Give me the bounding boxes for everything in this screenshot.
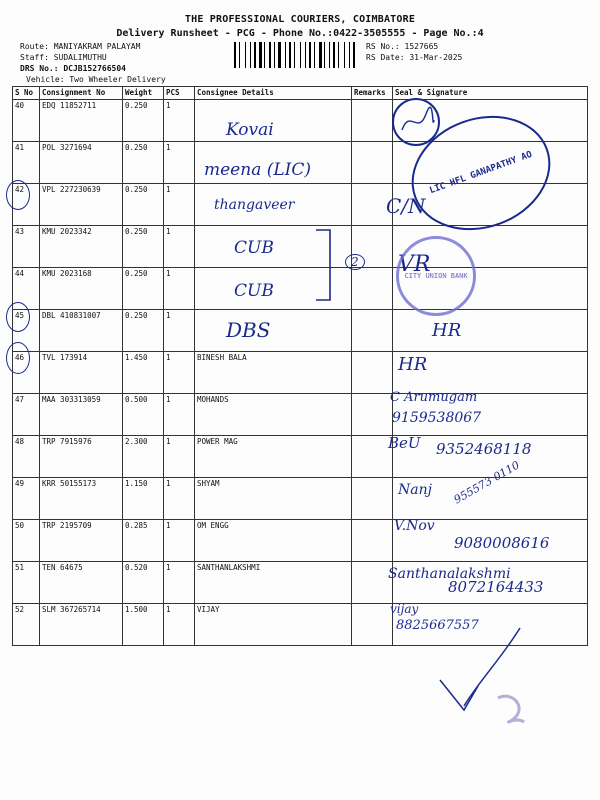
barcode-bar <box>353 42 355 68</box>
barcode-bar <box>338 42 339 68</box>
bracket-mark <box>312 226 336 304</box>
cell-consignment: POL 3271694 <box>40 142 123 184</box>
barcode-bar <box>316 42 318 68</box>
barcode-bar <box>282 42 284 68</box>
cell-weight: 0.500 <box>123 394 164 436</box>
barcode-bar <box>324 42 325 68</box>
col-header-sno: S No <box>13 87 40 100</box>
handwritten-signature-48: BeU <box>388 434 421 452</box>
cell-remarks <box>352 562 393 604</box>
cell-pcs: 1 <box>164 436 195 478</box>
cell-consignment: TEN 64675 <box>40 562 123 604</box>
table-row <box>13 226 588 268</box>
barcode-bar <box>307 42 308 68</box>
barcode-bar <box>329 42 330 68</box>
barcode-bar <box>239 42 240 68</box>
document-subtitle: Delivery Runsheet - PCG - Phone No.:0422-3505555 - Page No.:4 <box>116 28 484 39</box>
handwritten-phone-47: 9159538067 <box>392 410 482 426</box>
barcode-bar <box>264 42 265 68</box>
cell-sno: 50 <box>13 520 40 562</box>
barcode-bar <box>237 42 238 68</box>
barcode-bar <box>326 42 328 68</box>
cell-weight: 0.285 <box>123 520 164 562</box>
cell-sno: 42 <box>13 184 40 226</box>
cell-consignment: DBL 410831007 <box>40 310 123 352</box>
circle-mark-row-46 <box>6 342 30 374</box>
document-title: THE PROFESSIONAL COURIERS, COIMBATORE <box>184 14 416 25</box>
handwritten-phone-48: 9352468118 <box>436 440 532 458</box>
rs-date: RS Date: 31-Mar-2025 <box>366 53 463 62</box>
handwritten-consignee-44: CUB <box>234 281 274 301</box>
cell-weight: 0.250 <box>123 184 164 226</box>
barcode-bar <box>252 42 253 68</box>
lic-stamp: LIC HFL GANAPATHY AO <box>395 97 566 249</box>
table-header-row <box>13 87 588 100</box>
cell-sno: 41 <box>13 142 40 184</box>
table-row <box>13 310 588 352</box>
barcode-bar <box>331 42 332 68</box>
barcode-bar <box>241 42 244 68</box>
barcode-bar <box>351 42 352 68</box>
signature-scribble-icon <box>396 102 436 142</box>
cell-consignment: KMU 2023168 <box>40 268 123 310</box>
cell-remarks <box>352 310 393 352</box>
table-row <box>13 268 588 310</box>
col-header-pcs: PCS <box>164 87 195 100</box>
cell-weight: 1.450 <box>123 352 164 394</box>
barcode-bar <box>285 42 286 68</box>
handwritten-signature-47: C Arumugam <box>390 390 478 405</box>
cell-remarks <box>352 604 393 646</box>
barcode-bar <box>259 42 262 68</box>
cell-remarks <box>352 394 393 436</box>
barcode-bar <box>272 42 273 68</box>
barcode-bar <box>287 42 288 68</box>
handwritten-consignee-45: DBS <box>226 318 271 342</box>
cell-pcs: 1 <box>164 604 195 646</box>
barcode-bar <box>312 42 313 68</box>
barcode-bar <box>300 42 301 68</box>
barcode-bar <box>349 42 350 68</box>
cell-remarks <box>352 478 393 520</box>
cell-signature <box>393 310 588 352</box>
handwritten-phone-50: 9080008616 <box>454 534 550 552</box>
barcode-bar <box>340 42 343 68</box>
barcode-bar <box>319 42 322 68</box>
barcode-bar <box>245 42 246 68</box>
cell-remarks <box>352 100 393 142</box>
cell-consignment: EDQ 11852711 <box>40 100 123 142</box>
cell-sno: 51 <box>13 562 40 604</box>
table-row <box>13 394 588 436</box>
barcode-bar <box>247 42 249 68</box>
barcode-bar <box>263 42 264 68</box>
col-header-consignment: Consignment No <box>40 87 123 100</box>
barcode <box>234 42 358 68</box>
handwritten-consignee-40: Kovai <box>226 120 274 140</box>
barcode-bar <box>336 42 337 68</box>
cell-weight: 0.520 <box>123 562 164 604</box>
cell-consignment: KMU 2023342 <box>40 226 123 268</box>
cell-consignee: BINESH BALA <box>195 352 352 394</box>
cell-consignee: SHYAM <box>195 478 352 520</box>
col-header-signature: Seal & Signature <box>393 87 588 100</box>
cell-remarks <box>352 436 393 478</box>
col-header-weight: Weight <box>123 87 164 100</box>
barcode-bar <box>257 42 258 68</box>
cell-pcs: 1 <box>164 520 195 562</box>
handwritten-signature-51: Santhanalakshmi <box>388 566 511 582</box>
cell-remarks <box>352 520 393 562</box>
cell-sno: 40 <box>13 100 40 142</box>
barcode-bar <box>269 42 271 68</box>
cell-consignment: SLM 367265714 <box>40 604 123 646</box>
barcode-bar <box>294 42 295 68</box>
cell-pcs: 1 <box>164 142 195 184</box>
drs-number: DRS No.: DCJB152766504 <box>20 64 126 73</box>
cell-pcs: 1 <box>164 100 195 142</box>
cell-consignee: SANTHANLAKSHMI <box>195 562 352 604</box>
cell-consignee <box>195 310 352 352</box>
cell-consignee: MOHANDS <box>195 394 352 436</box>
handwritten-signature-49: Nanj <box>398 482 432 498</box>
handwritten-phone-52: 8825667557 <box>396 618 479 633</box>
table-row <box>13 352 588 394</box>
table-row <box>13 478 588 520</box>
cell-sno: 45 <box>13 310 40 352</box>
cell-pcs: 1 <box>164 394 195 436</box>
barcode-bar <box>292 42 293 68</box>
handwritten-consignee-42: thangaveer <box>214 197 295 213</box>
cell-weight: 1.150 <box>123 478 164 520</box>
barcode-bar <box>346 42 348 68</box>
barcode-bar <box>333 42 335 68</box>
cell-pcs: 1 <box>164 352 195 394</box>
cell-remarks <box>352 268 393 310</box>
barcode-bar <box>314 42 315 68</box>
barcode-bar <box>356 42 357 68</box>
barcode-bar <box>276 42 277 68</box>
cell-consignment: VPL 227230639 <box>40 184 123 226</box>
cell-consignment: TVL 173914 <box>40 352 123 394</box>
cell-consignee: POWER MAG <box>195 436 352 478</box>
barcode-bar <box>309 42 311 68</box>
cell-weight: 0.250 <box>123 100 164 142</box>
barcode-bar <box>234 42 236 68</box>
cell-consignee: OM ENGG <box>195 520 352 562</box>
vehicle-label: Vehicle: Two Wheeler Delivery <box>26 75 166 84</box>
handwritten-consignee-43: CUB <box>234 238 274 258</box>
barcode-bar <box>254 42 256 68</box>
handwritten-signature-52: vijay <box>390 602 419 616</box>
handwritten-signature-50: V.Nov <box>394 518 435 534</box>
handwritten-phone-51: 8072164433 <box>448 578 544 596</box>
cell-pcs: 1 <box>164 562 195 604</box>
cell-sno: 43 <box>13 226 40 268</box>
barcode-bar <box>274 42 275 68</box>
cell-sno: 44 <box>13 268 40 310</box>
circle-mark-row-45 <box>6 302 30 332</box>
cell-pcs: 1 <box>164 478 195 520</box>
route-label: Route: MANIYAKRAM PALAYAM <box>20 42 141 51</box>
handwritten-phone-49: 955573 0110 <box>451 458 522 507</box>
col-header-remarks: Remarks <box>352 87 393 100</box>
cell-pcs: 1 <box>164 310 195 352</box>
barcode-bar <box>302 42 304 68</box>
barcode-bar <box>344 42 345 68</box>
cell-consignment: KRR 50155173 <box>40 478 123 520</box>
cell-sno: 52 <box>13 604 40 646</box>
cell-weight: 2.300 <box>123 436 164 478</box>
handwritten-signature-45: HR <box>432 320 462 341</box>
barcode-bar <box>289 42 291 68</box>
staff-label: Staff: SUDALIMUTHU <box>20 53 107 62</box>
cell-consignee: VIJAY <box>195 604 352 646</box>
rs-number: RS No.: 1527665 <box>366 42 439 51</box>
barcode-bar <box>278 42 281 68</box>
circled-mark: 2 <box>345 254 365 270</box>
handwritten-signature-44: VR <box>398 252 431 277</box>
barcode-bar <box>250 42 251 68</box>
barcode-bar <box>305 42 306 68</box>
cell-weight: 0.250 <box>123 142 164 184</box>
cell-sno: 49 <box>13 478 40 520</box>
barcode-bar <box>323 42 324 68</box>
cell-pcs: 1 <box>164 226 195 268</box>
cell-sno: 47 <box>13 394 40 436</box>
cell-consignment: MAA 303313059 <box>40 394 123 436</box>
arrow-mark-icon <box>420 620 550 730</box>
cell-sno: 46 <box>13 352 40 394</box>
cell-remarks <box>352 352 393 394</box>
handwritten-consignee-41: meena (LIC) <box>204 160 312 180</box>
cell-weight: 1.500 <box>123 604 164 646</box>
cell-consignment: TRP 7915976 <box>40 436 123 478</box>
cell-consignment: TRP 2195709 <box>40 520 123 562</box>
circle-mark-row-42 <box>6 180 30 210</box>
handwritten-signature-42: C/N <box>386 194 426 218</box>
city-union-bank-stamp: CITY UNION BANK <box>396 236 476 316</box>
col-header-consignee: Consignee Details <box>195 87 352 100</box>
cell-pcs: 1 <box>164 268 195 310</box>
cell-remarks <box>352 142 393 184</box>
barcode-bar <box>266 42 268 68</box>
cell-sno: 48 <box>13 436 40 478</box>
cell-weight: 0.250 <box>123 310 164 352</box>
cell-pcs: 1 <box>164 184 195 226</box>
cell-weight: 0.250 <box>123 268 164 310</box>
cell-weight: 0.250 <box>123 226 164 268</box>
barcode-bar <box>296 42 299 68</box>
handwritten-signature-46: HR <box>398 354 428 375</box>
